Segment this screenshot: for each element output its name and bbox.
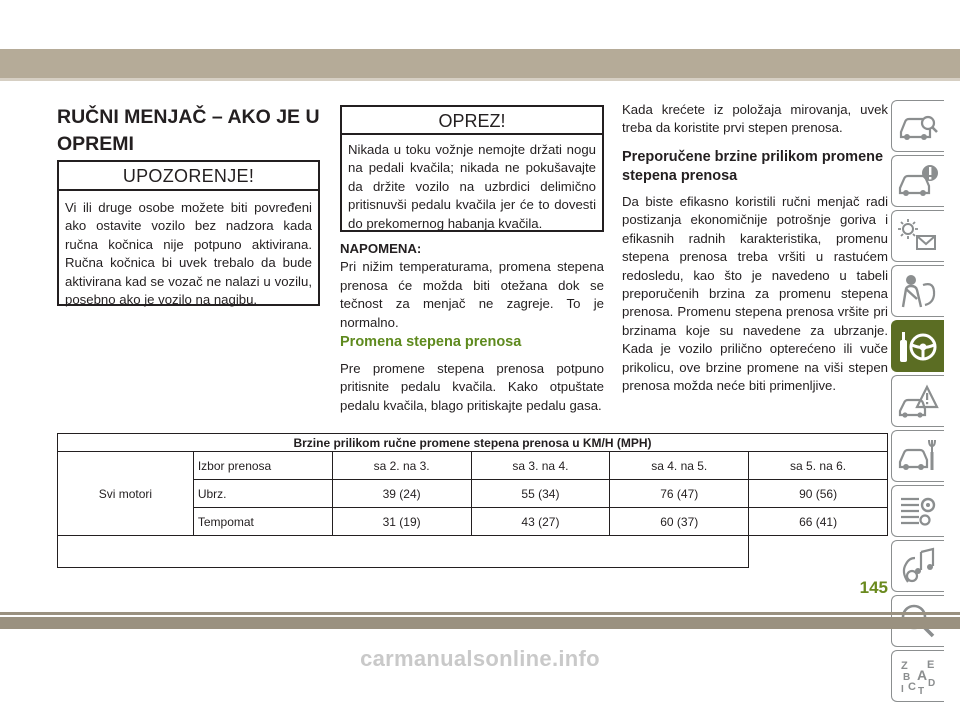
car-service-icon bbox=[897, 436, 939, 476]
recommended-speeds-text: Da biste efikasno koristili ručni menjač radi postizanja ekonomičnije potrošnje goriva i efikasnih radnih karakteristika, promenu stepena prenosa treba vršiti u rastućem redosledu, kao što je navedeno u tabeli preporučenih brzina za promenu stepena prenosa. Promenu stepena prenosa vršite pri brzinama koje su navedene za ubrzanje. Kada je vozilo prilično opterećeno ili vuče prikolicu, ove brzine promene na viši stepen prenosa možda neće biti primenljive. bbox=[622, 194, 888, 394]
page-number: 145 bbox=[859, 578, 888, 597]
table-column-header: sa 2. na 3. bbox=[332, 452, 471, 480]
section-title-line2: OPREMI bbox=[57, 133, 134, 155]
steering-wheel-icon bbox=[897, 326, 939, 366]
tab-specifications[interactable] bbox=[891, 485, 944, 537]
table-caption: Brzine prilikom ručne promene stepena prenosa u KM/H (MPH) bbox=[58, 434, 888, 452]
svg-text:Z: Z bbox=[901, 660, 908, 672]
tab-warning-lights[interactable] bbox=[891, 210, 944, 262]
shift-speed-table bbox=[57, 433, 888, 568]
shift-text: Pre promene stepena prenosa potpuno pritisnite pedalu kvačila. Kako otpuštate pedalu kvačila, blago pritiskajte pedalu gasa. bbox=[340, 361, 604, 413]
table-row-label: Tempomat bbox=[193, 508, 332, 536]
header-band bbox=[0, 49, 960, 78]
table-column-header: sa 4. na 5. bbox=[610, 452, 749, 480]
svg-text:C: C bbox=[908, 681, 916, 693]
table-cell: 76 (47) bbox=[610, 480, 749, 508]
section-title-line1: RUČNI MENJAČ – AKO JE U bbox=[57, 106, 320, 128]
table-cell: 90 (56) bbox=[749, 480, 888, 508]
watermark: carmanualsonline.info bbox=[360, 646, 600, 671]
shift-subheading: Promena stepena prenosa bbox=[340, 334, 522, 350]
warning-heading: UPOZORENJE! bbox=[59, 162, 318, 191]
caution-box bbox=[340, 105, 604, 232]
note-text: Pri nižim temperaturama, promena stepena prenosa će možda biti otežana dok se tečnost za menjač ne zagreje. To je normalno. bbox=[340, 259, 604, 330]
tab-car-info[interactable] bbox=[891, 155, 944, 207]
svg-text:I: I bbox=[901, 684, 904, 695]
warning-text: Vi ili druge osobe možete biti povređeni ako ostavite vozilo bez nadzora kada ručna kočnica nije potpuno aktivirana. Ručna kočnica bi uvek trebalo da bude aktivirana kad se vozač ne nalazi u vozilu, posebno ako je vozilo na nagibu. bbox=[65, 200, 312, 308]
tab-car-search[interactable] bbox=[891, 100, 944, 152]
car-search-icon bbox=[897, 106, 939, 146]
intro-paragraph: Kada krećete iz položaja mirovanja, uvek treba da koristite prvi stepen prenosa. bbox=[622, 102, 888, 136]
engine-label: Svi motori bbox=[58, 452, 194, 536]
table-cell: 60 (37) bbox=[610, 508, 749, 536]
warning-lights-icon bbox=[897, 216, 939, 256]
svg-text:A: A bbox=[917, 667, 928, 683]
tab-multimedia[interactable] bbox=[891, 540, 944, 592]
footer-band bbox=[0, 617, 960, 629]
specifications-icon bbox=[897, 491, 939, 531]
svg-text:D: D bbox=[928, 678, 936, 689]
caution-text: Nikada u toku vožnje nemojte držati nogu na pedali kvačila; nikada ne pokušavajte da držite vozilo na uzbrdici delimično pritisnuvši pedalu kvačila jer će to dovesti do prekomernog habanja kvačila. bbox=[348, 142, 596, 231]
tab-safety[interactable] bbox=[891, 265, 944, 317]
svg-text:T: T bbox=[918, 686, 925, 697]
tab-roadside[interactable] bbox=[891, 375, 944, 427]
table-header-row bbox=[58, 452, 888, 480]
tab-service[interactable] bbox=[891, 430, 944, 482]
table-cell: 66 (41) bbox=[749, 508, 888, 536]
table-column-header: sa 3. na 4. bbox=[471, 452, 610, 480]
roadside-warning-icon bbox=[897, 381, 939, 421]
svg-text:E: E bbox=[927, 659, 935, 671]
table-cell: 31 (19) bbox=[332, 508, 471, 536]
svg-text:B: B bbox=[903, 672, 911, 683]
caution-heading: OPREZ! bbox=[342, 107, 602, 135]
car-info-icon bbox=[897, 161, 939, 201]
table-cell: 39 (24) bbox=[332, 480, 471, 508]
recommended-speeds-heading: Preporučene brzine prilikom promene stepena prenosa bbox=[622, 149, 884, 184]
warning-box bbox=[57, 160, 320, 306]
table-row-label: Ubrz. bbox=[193, 480, 332, 508]
tab-starting-operating[interactable] bbox=[891, 320, 944, 372]
note-block bbox=[340, 240, 604, 332]
multimedia-icon bbox=[897, 546, 939, 586]
table-cell: 55 (34) bbox=[471, 480, 610, 508]
note-label: NAPOMENA: bbox=[340, 241, 422, 256]
table-header-label: Izbor prenosa bbox=[193, 452, 332, 480]
footer-rule bbox=[0, 612, 960, 615]
page-top-margin bbox=[0, 0, 960, 49]
table-cell: 43 (27) bbox=[471, 508, 610, 536]
table-column-header: sa 5. na 6. bbox=[749, 452, 888, 480]
safety-icon bbox=[897, 271, 939, 311]
section-title bbox=[57, 104, 327, 158]
header-band-shadow bbox=[0, 78, 960, 81]
